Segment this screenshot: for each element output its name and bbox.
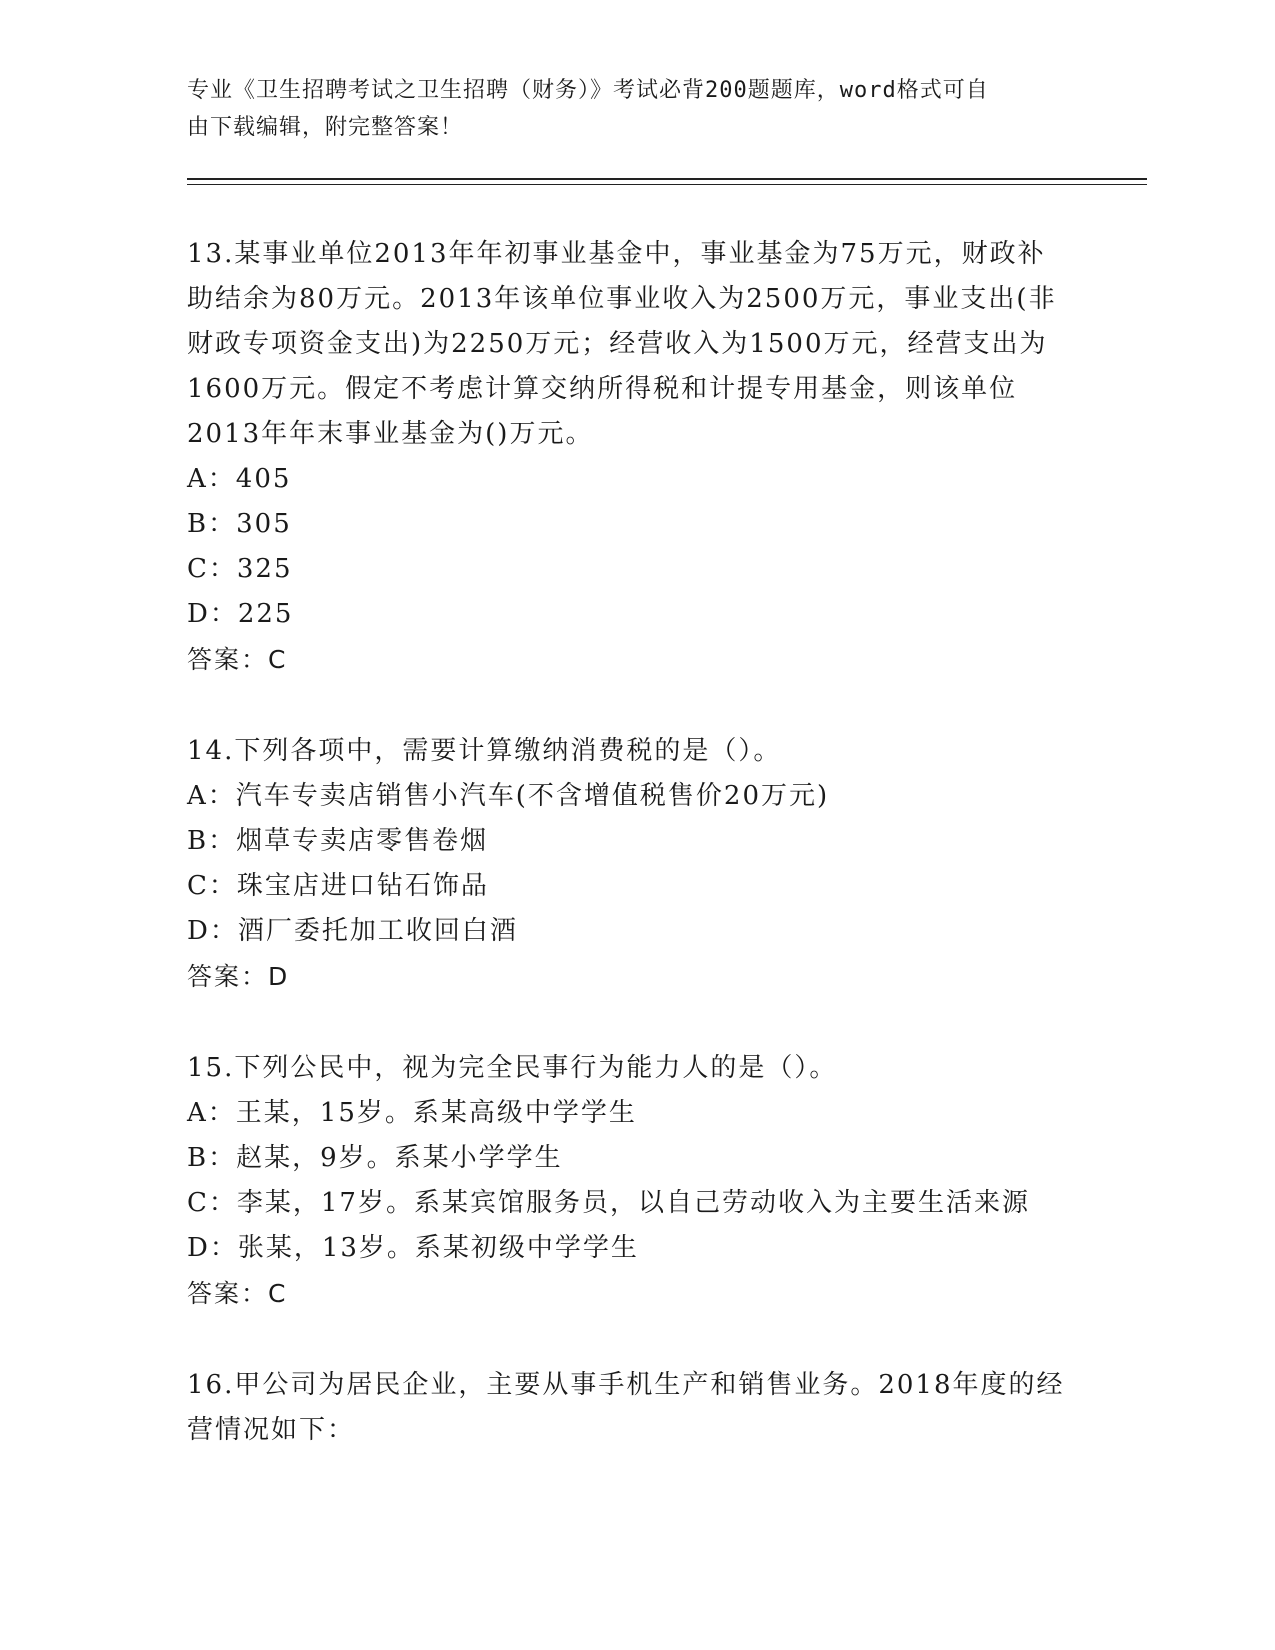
option-b: B：烟草专卖店零售卷烟 [187, 826, 489, 856]
question-list [187, 232, 1087, 1500]
question-stem-line: 13.某事业单位2013年年初事业基金中，事业基金为75万元，财政补 [187, 239, 1046, 269]
option-b: B：赵某，9岁。系某小学学生 [187, 1143, 563, 1173]
question-stem-line: 1600万元。假定不考虑计算交纳所得税和计提专用基金，则该单位 [187, 374, 1018, 404]
question-13 [187, 232, 1087, 682]
answer-label: 答案：C [187, 1279, 288, 1308]
document-header [187, 72, 1067, 146]
option-b: B：305 [187, 509, 292, 539]
question-14 [187, 729, 1087, 999]
option-c: C：珠宝店进口钻石饰品 [187, 871, 489, 901]
question-stem-line: 2013年年末事业基金为()万元。 [187, 419, 594, 449]
option-d: D：张某，13岁。系某初级中学学生 [187, 1233, 639, 1263]
option-c: C：325 [187, 554, 293, 584]
question-16 [187, 1363, 1087, 1453]
question-stem-line: 营情况如下： [187, 1415, 356, 1445]
question-15 [187, 1046, 1087, 1316]
header-line-2: 由下载编辑，附完整答案！ [187, 115, 464, 140]
header-line-1: 专业《卫生招聘考试之卫生招聘（财务）》考试必背200题题库，word格式可自 [187, 78, 989, 103]
header-divider-thick [187, 178, 1147, 180]
option-a: A：王某，15岁。系某高级中学学生 [187, 1098, 637, 1128]
answer-label: 答案：D [187, 962, 290, 991]
question-stem-line: 助结余为80万元。2013年该单位事业收入为2500万元，事业支出(非 [187, 284, 1057, 314]
header-divider-thin [187, 184, 1147, 185]
option-d: D：225 [187, 599, 294, 629]
answer-label: 答案：C [187, 645, 288, 674]
option-c: C：李某，17岁。系某宾馆服务员，以自己劳动收入为主要生活来源 [187, 1188, 1030, 1218]
option-a: A：汽车专卖店销售小汽车(不含增值税售价20万元) [187, 781, 830, 811]
option-a: A：405 [187, 464, 292, 494]
option-d: D：酒厂委托加工收回白酒 [187, 916, 518, 946]
question-stem-line: 14.下列各项中，需要计算缴纳消费税的是（）。 [187, 736, 782, 766]
question-stem-line: 16.甲公司为居民企业，主要从事手机生产和销售业务。2018年度的经 [187, 1370, 1065, 1400]
question-stem-line: 15.下列公民中，视为完全民事行为能力人的是（）。 [187, 1053, 838, 1083]
question-stem-line: 财政专项资金支出)为2250万元；经营收入为1500万元，经营支出为 [187, 329, 1048, 359]
